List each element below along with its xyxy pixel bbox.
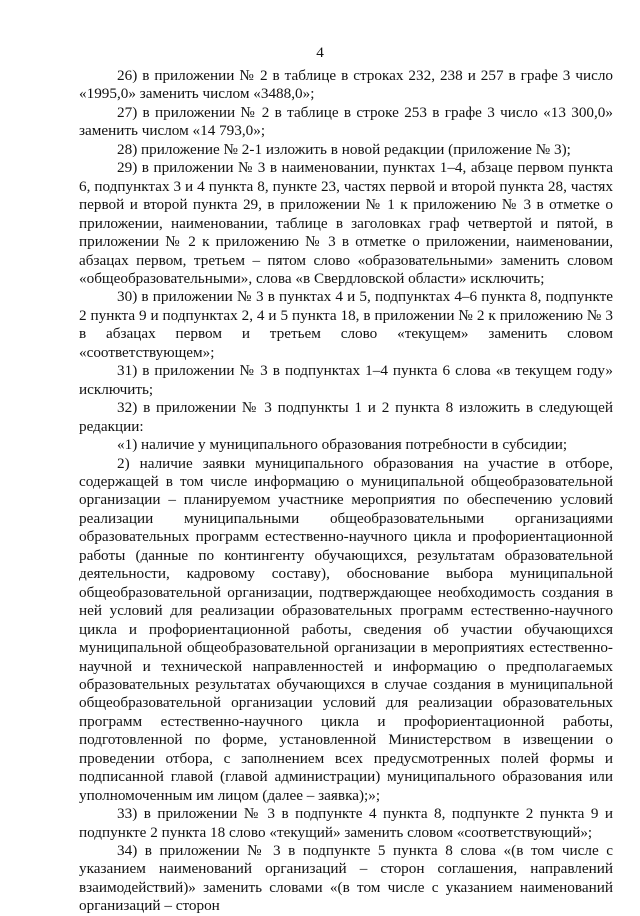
paragraph-31: 31) в приложении № 3 в подпунктах 1–4 пункта 6 слова «в текущем году» исключить; xyxy=(79,362,613,398)
paragraph-29: 29) в приложении № 3 в наименовании, пунктах 1–4, абзаце первом пункта 6, подпунктах 3 и 4 пункта 8, пункте 23, частях первой и второй пункта 28, частях первой и второй пункта 29, в приложении № 1 к приложению № 3 в отметке о приложении, наименовании, таблице в заголовках граф четвертой и пятой, в приложении № 2 к приложению № 3 в отметке о приложении, наименовании, абзацах первом, третьем – пятом слово «образовательными» заменить словом «общеобразовательными», слова «в Свердловской области» исключить; xyxy=(79,159,613,287)
subparagraph-1: «1) наличие у муниципального образования потребности в субсидии; xyxy=(117,436,568,454)
paragraph-30: 30) в приложении № 3 в пунктах 4 и 5, подпунктах 4–6 пункта 8, подпункте 2 пункта 9 и подпунктах 2, 4 и 5 пункта 18, в приложении № 2 к приложению № 3 в абзацах первом и третьем слово «текущем» заменить словом «соответствующем»; xyxy=(79,288,613,361)
page-number: 4 xyxy=(316,44,324,61)
subparagraph-2: 2) наличие заявки муниципального образования на участие в отборе, содержащей в том числе информацию о муниципальной общеобразовательной организации – планируемом участнике мероприятия по обеспечению условий реализации муниципальными общеобразовательными организациями образовательных программ естественно-научного цикла и профориентационной работы (данные по контингенту обучающихся, результатам образовательной деятельности, кадровому составу), обоснование выбора муниципальной общеобразовательной организации, подтверждающее необходимость создания в ней условий для реализации образовательных программ естественно-научного цикла и профориентационной работы, сведения об участии обучающихся муниципальной общеобразовательной организации в мероприятиях естественно-научной и технической направленностей и информацию о предполагаемых образовательных результатах обучающихся в случае создания в муниципальной общеобразовательной организации условий для реализации образовательных программ естественно-научного цикла и профориентационной работы, подготовленной по форме, установленной Министерством в извещении о проведении отбора, с заполнением всех предусмотренных полей формы и подписанной главой (главой администрации) муниципального образования или уполномоченным им лицом (далее – заявка);»; xyxy=(79,454,613,804)
paragraph-26: 26) в приложении № 2 в таблице в строках 232, 238 и 257 в графе 3 число «1995,0» заменить числом «3488,0»; xyxy=(79,67,613,103)
paragraph-34: 34) в приложении № 3 в подпункте 5 пункта 8 слова «(в том числе с указанием наименований организаций – сторон соглашения, направлений взаимодействий)» заменить словами «(в том числе с указанием наименований организаций – сторон xyxy=(79,842,613,915)
paragraph-33: 33) в приложении № 3 в подпункте 4 пункта 8, подпункте 2 пункта 9 и подпункте 2 пункта 18 слово «текущий» заменить словом «соответствующий»; xyxy=(79,805,613,841)
paragraph-27: 27) в приложении № 2 в таблице в строке 253 в графе 3 число «13 300,0» заменить числом «14 793,0»; xyxy=(79,103,613,140)
document-body xyxy=(79,67,613,916)
paragraph-28: 28) приложение № 2-1 изложить в новой редакции (приложение № 3); xyxy=(117,140,571,158)
paragraph-32: 32) в приложении № 3 подпункты 1 и 2 пункта 8 изложить в следующей редакции: xyxy=(79,399,613,435)
